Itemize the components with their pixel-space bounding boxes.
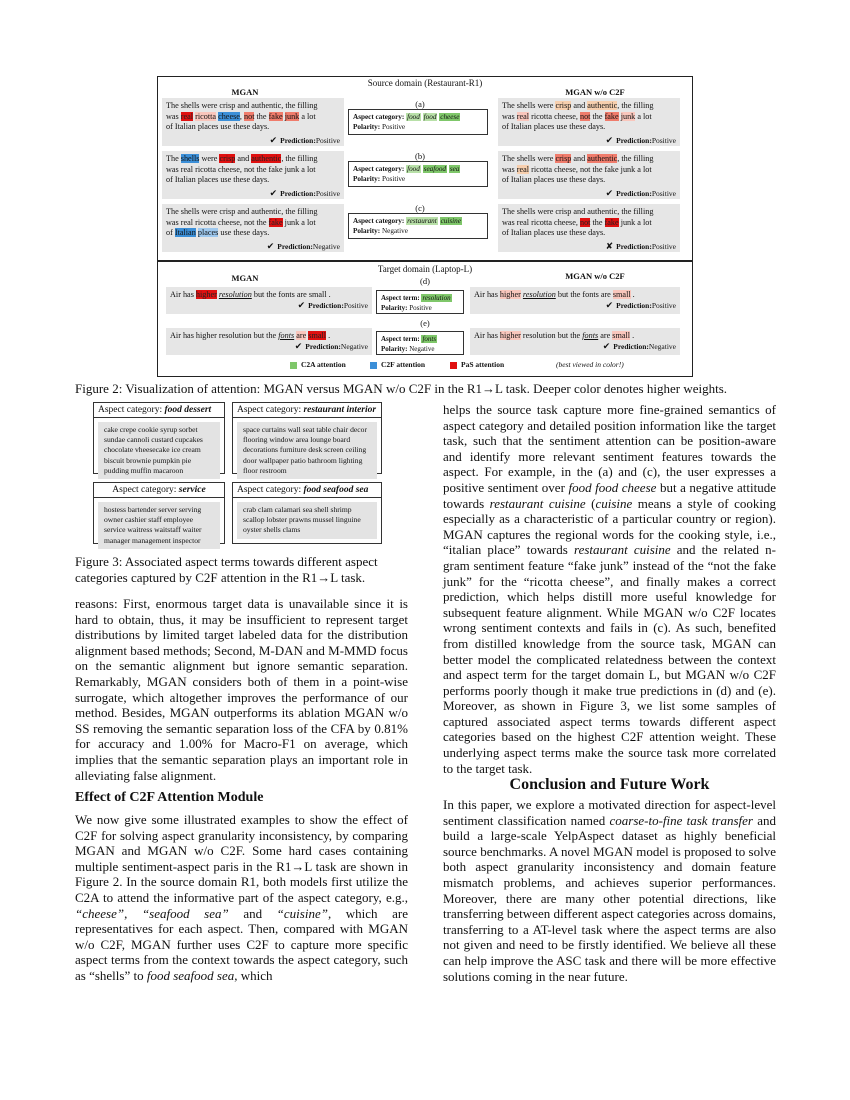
tag-a: (a) xyxy=(415,99,425,109)
aspect-box-c: Aspect category: restaurant cuisine Polarity: Negative xyxy=(348,213,488,239)
check-icon: ✔ xyxy=(605,300,614,310)
aspect-box-a: Aspect category: food food cheese Polarity: Positive xyxy=(348,109,488,135)
source-example-b-mgan: The shells were crisp and authentic, the filling was real ricotta cheese, not the fake junk a lot of Italian places use these days. ✔ Prediction:Positive xyxy=(162,151,344,199)
check-icon: ✔ xyxy=(294,341,303,351)
check-icon: ✔ xyxy=(297,300,306,310)
mgan-woc2f-target-title: MGAN w/o C2F xyxy=(565,271,625,281)
figure3-box-food-dessert: Aspect category: food dessert cake crepe cookie syrup sorbet sundae cannoli custard cupcakes chocolate vheesecake ice cream biscuit brownie pumpkin pie pudding muffin macaroon xyxy=(93,402,225,474)
c2f-swatch xyxy=(370,362,377,369)
aspect-box-d: Aspect term: resolution Polarity: Positive xyxy=(376,290,464,314)
figure3-box-restaurant-interior: Aspect category: restaurant interior space curtains wall seat table chair decor flooring window area lounge board decorations furniture desk screen ceiling door wallpaper patio bathroom lighting floor restroom xyxy=(232,402,382,474)
legend-note: (best viewed in color!) xyxy=(556,360,624,369)
target-example-e-mgan: Air has higher resolution but the fonts are small . ✔ Prediction:Negative xyxy=(166,328,372,355)
figure-2-caption: Figure 2: Visualization of attention: MGAN versus MGAN w/o C2F in the R1→L task. Deeper color denotes higher weights. xyxy=(75,381,728,396)
check-icon: ✔ xyxy=(269,187,278,198)
cross-icon: ✘ xyxy=(605,240,614,251)
check-icon: ✔ xyxy=(602,341,611,351)
check-icon: ✔ xyxy=(269,134,278,145)
target-example-d-woc2f: Air has higher resolution but the fonts are small . ✔ Prediction:Positive xyxy=(470,287,680,314)
tag-b: (b) xyxy=(415,151,425,161)
section-heading-conclusion: Conclusion and Future Work xyxy=(509,776,710,793)
figure3-box-food-seafood-sea: Aspect category: food seafood sea crab clam calamari sea shell shrimp scallop lobster prawns mussel linguine oyster shells clams xyxy=(232,482,382,544)
legend-c2f: C2F attention xyxy=(370,360,425,369)
right-paragraph-2: In this paper, we explore a motivated direction for aspect-level sentiment classification named coarse-to-fine task transfer and build a large-scale YelpAspect dataset as highly beneficial source benchmarks. A novel MGAN model is proposed to solve both aspect granularity inconsistency and domain feature mismatch problems, and achieves superior performances. Moreover, there are many other potential directions, like transferring between different aspect categories across domains, transferring to a AT-level task where the aspect terms are also not given and need to be firstly identified. We believe all these can help improve the ASC task and there will be more effective solutions coming in the near future. xyxy=(443,797,776,984)
right-paragraph-1: helps the source task capture more fine-grained semantics of aspect category and detailed position information like the target task, such that the sentiment attention can be position-aware and identify more relevant sentiment features towards the aspect. For example, in the (a) and (c), the user expresses a positive sentiment over food food cheese but a negative attitude towards restaurant cuisine (cuisine means a style of cooking especially as a characteristic of a particular country or region). MGAN captures the regional words for the cooking style, i.e., “italian place” towards restaurant cuisine and the related n-gram sentiment feature “fake junk” instead of the “not the fake junk” for the “ricotta cheese”, and finally makes a correct prediction, which helps distill more useful knowledge for subsequent feature alignment. While MGAN w/o C2F locates wrong sentiment contexts and fails in (c). As such, benefited from distilled knowledge from the source task, MGAN can better model the complicated relatedness between the context and aspect term for the target domain L, but MGAN w/o C2F performs poorly though it make true predictions in (d) and (e). Moreover, as shown in Figure 3, we list some samples of captured associated aspect terms towards different aspect categories based on the highest C2F attention weight. These underlying aspect terms make the source task more correlated to the target task. xyxy=(443,402,776,776)
source-domain-header: Source domain (Restaurant-R1) xyxy=(367,78,483,88)
check-icon: ✔ xyxy=(605,187,614,198)
aspect-box-e: Aspect term: fonts Polarity: Negative xyxy=(376,331,464,355)
left-paragraph-1: reasons: First, enormous target data is unavailable since it is hard to obtain, thus, it may be insufficient to represent target distributions by limited target labeled data for the distribution alignment based methods; Second, M-DAN and M-MMD focus on the semantic alignment but ignore semantic separation. Remarkably, MGAN considers both of them in a point-wise surrogate, which altogether improves the performance of our method. Besides, MGAN outperforms its ablation MGAN w/o SS removing the semantic separation loss of the CFA by 0.81% for accuracy and 1.00% for Macro-F1 on average, which implies that the semantic separation plays an important role in alleviating false alignment. xyxy=(75,596,408,783)
check-icon: ✔ xyxy=(266,240,275,251)
c2a-swatch xyxy=(290,362,297,369)
figure3-box-service: Aspect category: service hostess bartender server serving owner cashier staff employee service waitress waitstaff waiter manager management inspector xyxy=(93,482,225,544)
tag-d: (d) xyxy=(420,276,430,286)
target-example-e-woc2f: Air has higher resolution but the fonts are small . ✔ Prediction:Negative xyxy=(470,328,680,355)
target-example-d-mgan: Air has higher resolution but the fonts are small . ✔ Prediction:Positive xyxy=(166,287,372,314)
legend-c2a: C2A attention xyxy=(290,360,346,369)
figure-3-caption: Figure 3: Associated aspect terms towards different aspect categories captured by C2F attention in the R1→L task. xyxy=(75,554,378,585)
source-example-c-woc2f: The shells were crisp and authentic, the filling was real ricotta cheese, not the fake junk a lot of Italian places use these days. ✘ Prediction:Positive xyxy=(498,204,680,252)
source-example-c-mgan: The shells were crisp and authentic, the filling was real ricotta cheese, not the fake junk a lot of Italian places use these days. ✔ Prediction:Negative xyxy=(162,204,344,252)
source-example-b-woc2f: The shells were crisp and authentic, the filling was real ricotta cheese, not the fake junk a lot of Italian places use these days. ✔ Prediction:Positive xyxy=(498,151,680,199)
check-icon: ✔ xyxy=(605,134,614,145)
target-domain-header: Target domain (Laptop-L) xyxy=(377,264,473,274)
aspect-box-b: Aspect category: food seafood sea Polarity: Positive xyxy=(348,161,488,187)
left-paragraph-2: We now give some illustrated examples to show the effect of C2F for solving aspect granularity inconsistency, by comparing MGAN and MGAN w/o C2F. Some hard cases containing multiple sentiment-aspect paris in the R1→L task are shown in Figure 2. In the source domain R1, both models first utilize the C2A to attend the informative part of the aspect category, e.g., “cheese”, “seafood sea” and “cuisine”, which are representatives for each aspect. Then, compared with MGAN w/o C2F, MGAN further uses C2F to capture more specific aspect terms from the context towards the aspect category, such as “shells” to food seafood sea, which xyxy=(75,812,409,983)
pas-swatch xyxy=(450,362,457,369)
tag-e: (e) xyxy=(420,318,430,328)
tag-c: (c) xyxy=(415,203,425,213)
section-heading-c2f: Effect of C2F Attention Module xyxy=(75,790,264,805)
mgan-target-title: MGAN xyxy=(231,273,259,283)
mgan-woc2f-column-title: MGAN w/o C2F xyxy=(565,87,625,97)
source-example-a-woc2f: The shells were crisp and authentic, the filling was real ricotta cheese, not the fake junk a lot of Italian places use these days. ✔ Prediction:Positive xyxy=(498,98,680,146)
mgan-column-title: MGAN xyxy=(231,87,259,97)
legend-pas: PaS attention xyxy=(450,360,504,369)
source-example-a-mgan: The shells were crisp and authentic, the filling was real ricotta cheese, not the fake junk a lot of Italian places use these days. ✔ Prediction:Positive xyxy=(162,98,344,146)
figure-2-divider xyxy=(157,260,693,262)
